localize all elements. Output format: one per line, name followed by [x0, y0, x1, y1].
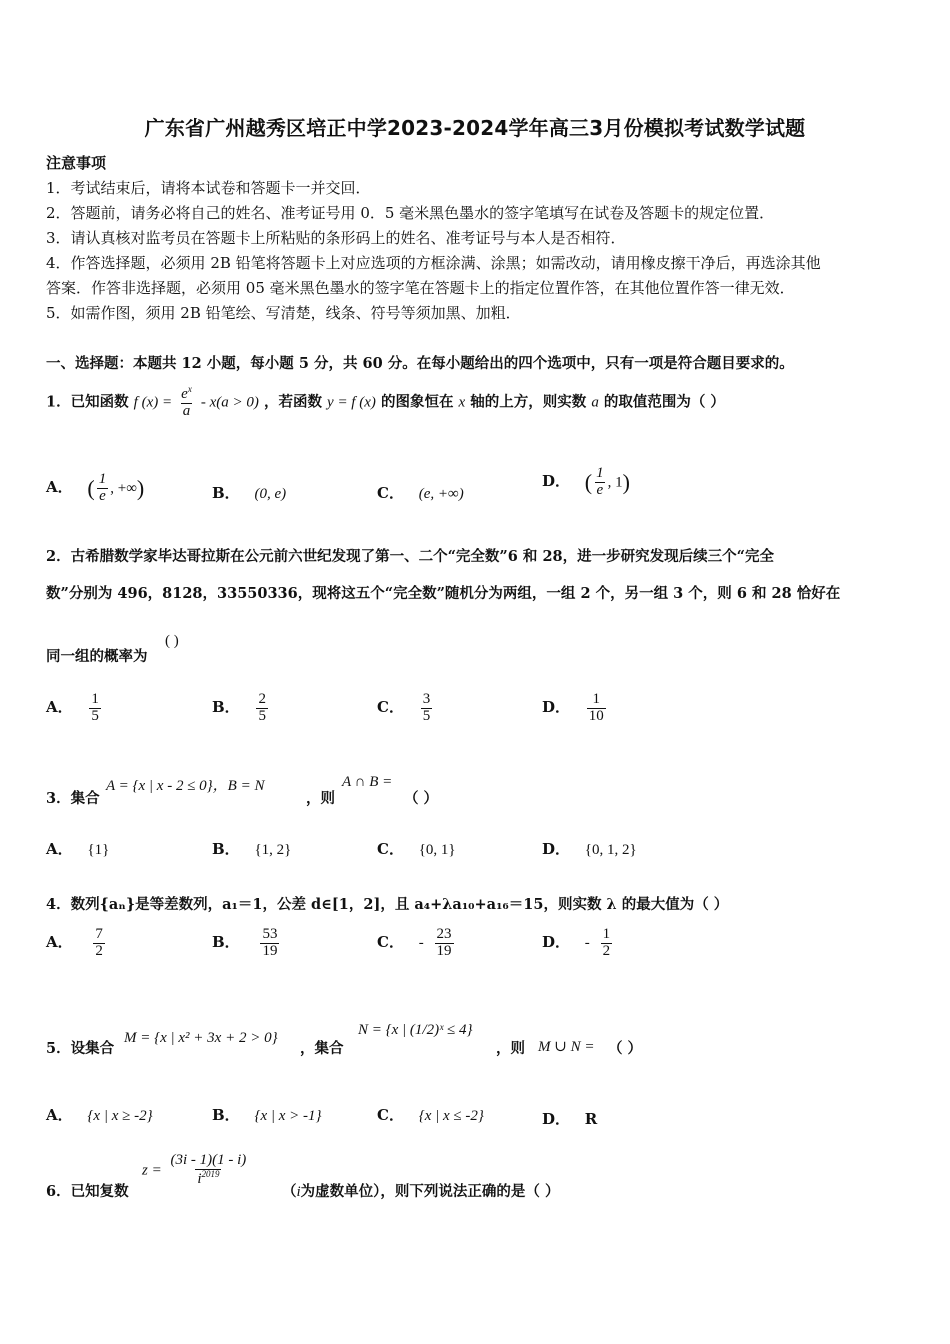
- q5-option-b[interactable]: B． {x | x > -1}: [212, 1106, 322, 1124]
- notice-item: 3．请认真核对监考员在答题卡上所粘贴的条形码上的姓名、准考证号与本人是否相符．: [46, 229, 626, 247]
- notice-item: 4．作答选择题，必须用 2B 铅笔将答题卡上对应选项的方框涂满、涂黑；如需改动，请用橡皮擦干净后，再选涂其他: [46, 254, 821, 272]
- q2-option-a[interactable]: A． $\frac{1}{5}$: [46, 691, 99, 724]
- q1-fx: f (x) =: [133, 394, 173, 411]
- notice-heading: 注意事项: [46, 154, 107, 172]
- q5-option-d[interactable]: D． R: [542, 1110, 598, 1128]
- q4-option-b[interactable]: B． $\frac{53}{19}$: [212, 926, 278, 959]
- q2-option-d[interactable]: D． $\frac{1}{10}$: [542, 691, 604, 724]
- q1-text3: 轴的上方，则实数: [470, 393, 587, 411]
- notice-item: 答案．作答非选择题，必须用 05 毫米黑色墨水的签字笔在答题卡上的指定位置作答，在其他位置作答一律无效．: [46, 279, 795, 297]
- q3-sets: A = {x | x - 2 ≤ 0}，B = N: [106, 778, 265, 794]
- section-heading: 一、选择题：本题共 12 小题，每小题 5 分，共 60 分。在每小题给出的四个选项中，只有一项是符合题目要求的。: [46, 355, 794, 372]
- q2-option-c[interactable]: C． $\frac{3}{5}$: [377, 691, 431, 724]
- q1-text2: 的图象恒在: [380, 393, 454, 411]
- question-2-line-1: 2．古希腊数学家毕达哥拉斯在公元前六世纪发现了第一、二个“完全数”6 和 28，进一步研究发现后续三个“完全: [46, 548, 774, 565]
- q5-tail: （ ）: [608, 1040, 643, 1057]
- q3-option-b[interactable]: B． {1, 2}: [212, 840, 292, 858]
- q1-mid: ，若函数: [263, 393, 322, 411]
- q4-option-a[interactable]: A． $\frac{7}{2}$: [46, 926, 103, 959]
- question-5-prefix: 5．设集合: [46, 1040, 115, 1057]
- q1-a: a: [591, 394, 599, 411]
- q1-option-c-value: (e, +∞): [418, 486, 464, 502]
- q5-set-n: N = {x | (1/2)ˣ ≤ 4}: [358, 1022, 473, 1038]
- question-1: [46, 385, 725, 420]
- q3-option-d[interactable]: D． {0, 1, 2}: [542, 840, 637, 858]
- q1-minus-x: - x(a > 0): [200, 394, 259, 411]
- q1-yfx: y = f (x): [327, 394, 376, 411]
- q5-then: ，则: [496, 1040, 525, 1057]
- q5-option-a[interactable]: A． {x | x ≥ -2}: [46, 1106, 153, 1124]
- q1-option-a[interactable]: A． ( $\frac{1}{e}$ , +∞): [46, 471, 145, 504]
- q3-then: ，则: [306, 790, 335, 807]
- q3-tail: （ ）: [404, 790, 439, 807]
- question-2-line-2: 数”分别为 496，8128，33550336，现将这五个“完全数”随机分为两组，一组 2 个，另一组 3 个，则 6 和 28 恰好在: [46, 585, 841, 602]
- page-title: 广东省广州越秀区培正中学2023-2024学年高三3月份模拟考试数学试题: [144, 116, 806, 140]
- q3-option-c[interactable]: C． {0, 1}: [377, 840, 456, 858]
- q4-option-c[interactable]: C． - $\frac{23}{19}$: [377, 926, 452, 959]
- notice-item: 1．考试结束后，请将本试卷和答题卡一并交回．: [46, 179, 371, 197]
- question-3-prefix: 3．集合: [46, 790, 100, 807]
- notice-item: 5．如需作图，须用 2B 铅笔绘、写清楚，线条、符号等须加黑、加粗．: [46, 304, 521, 322]
- q1-x: x: [458, 394, 466, 411]
- q1-text4: 的取值范围为（ ）: [603, 393, 725, 411]
- q5-mid: ，集合: [300, 1040, 344, 1057]
- q5-set-m: M = {x | x² + 3x + 2 > 0}: [124, 1030, 278, 1046]
- question-6-prefix: 6．已知复数: [46, 1183, 129, 1200]
- q1-option-c[interactable]: C． (e, +∞): [377, 484, 464, 502]
- q5-option-c[interactable]: C． {x | x ≤ -2}: [377, 1106, 484, 1124]
- q2-paren: ( ): [165, 633, 179, 649]
- q1-option-b[interactable]: B． (0, e): [212, 484, 287, 502]
- notice-item: 2．答题前，请务必将自己的姓名、准考证号用 0．5 毫米黑色墨水的签字笔填写在试卷及答题卡的规定位置．: [46, 204, 775, 222]
- q2-option-b[interactable]: B． $\frac{2}{5}$: [212, 691, 266, 724]
- q4-option-d[interactable]: D． - $\frac{1}{2}$: [542, 926, 611, 959]
- q3-option-a[interactable]: A． {1}: [46, 840, 110, 858]
- question-2-line-3: 同一组的概率为: [46, 648, 148, 665]
- q3-intersection: A ∩ B =: [342, 774, 393, 790]
- q1-fraction: $\frac{e^x}{a}$: [181, 384, 192, 419]
- q6-equation: z = $\frac{(3i - 1)(1 - i)}{i^{2019}}$: [142, 1152, 247, 1187]
- q1-option-d[interactable]: D． ( $\frac{1}{e}$ , 1): [542, 465, 630, 498]
- question-4: 4．数列{aₙ}是等差数列，a₁＝1，公差 d∈[1，2]，且 a₄+λa₁₀+a₁₆＝15，则实数 λ 的最大值为（ ）: [46, 896, 729, 913]
- q1-prefix: 1．已知函数: [46, 393, 129, 411]
- q5-union: M ∪ N =: [538, 1039, 595, 1055]
- q6-tail: （i为虚数单位），则下列说法正确的是（ ）: [282, 1183, 560, 1200]
- q1-option-b-value: (0, e): [254, 486, 287, 502]
